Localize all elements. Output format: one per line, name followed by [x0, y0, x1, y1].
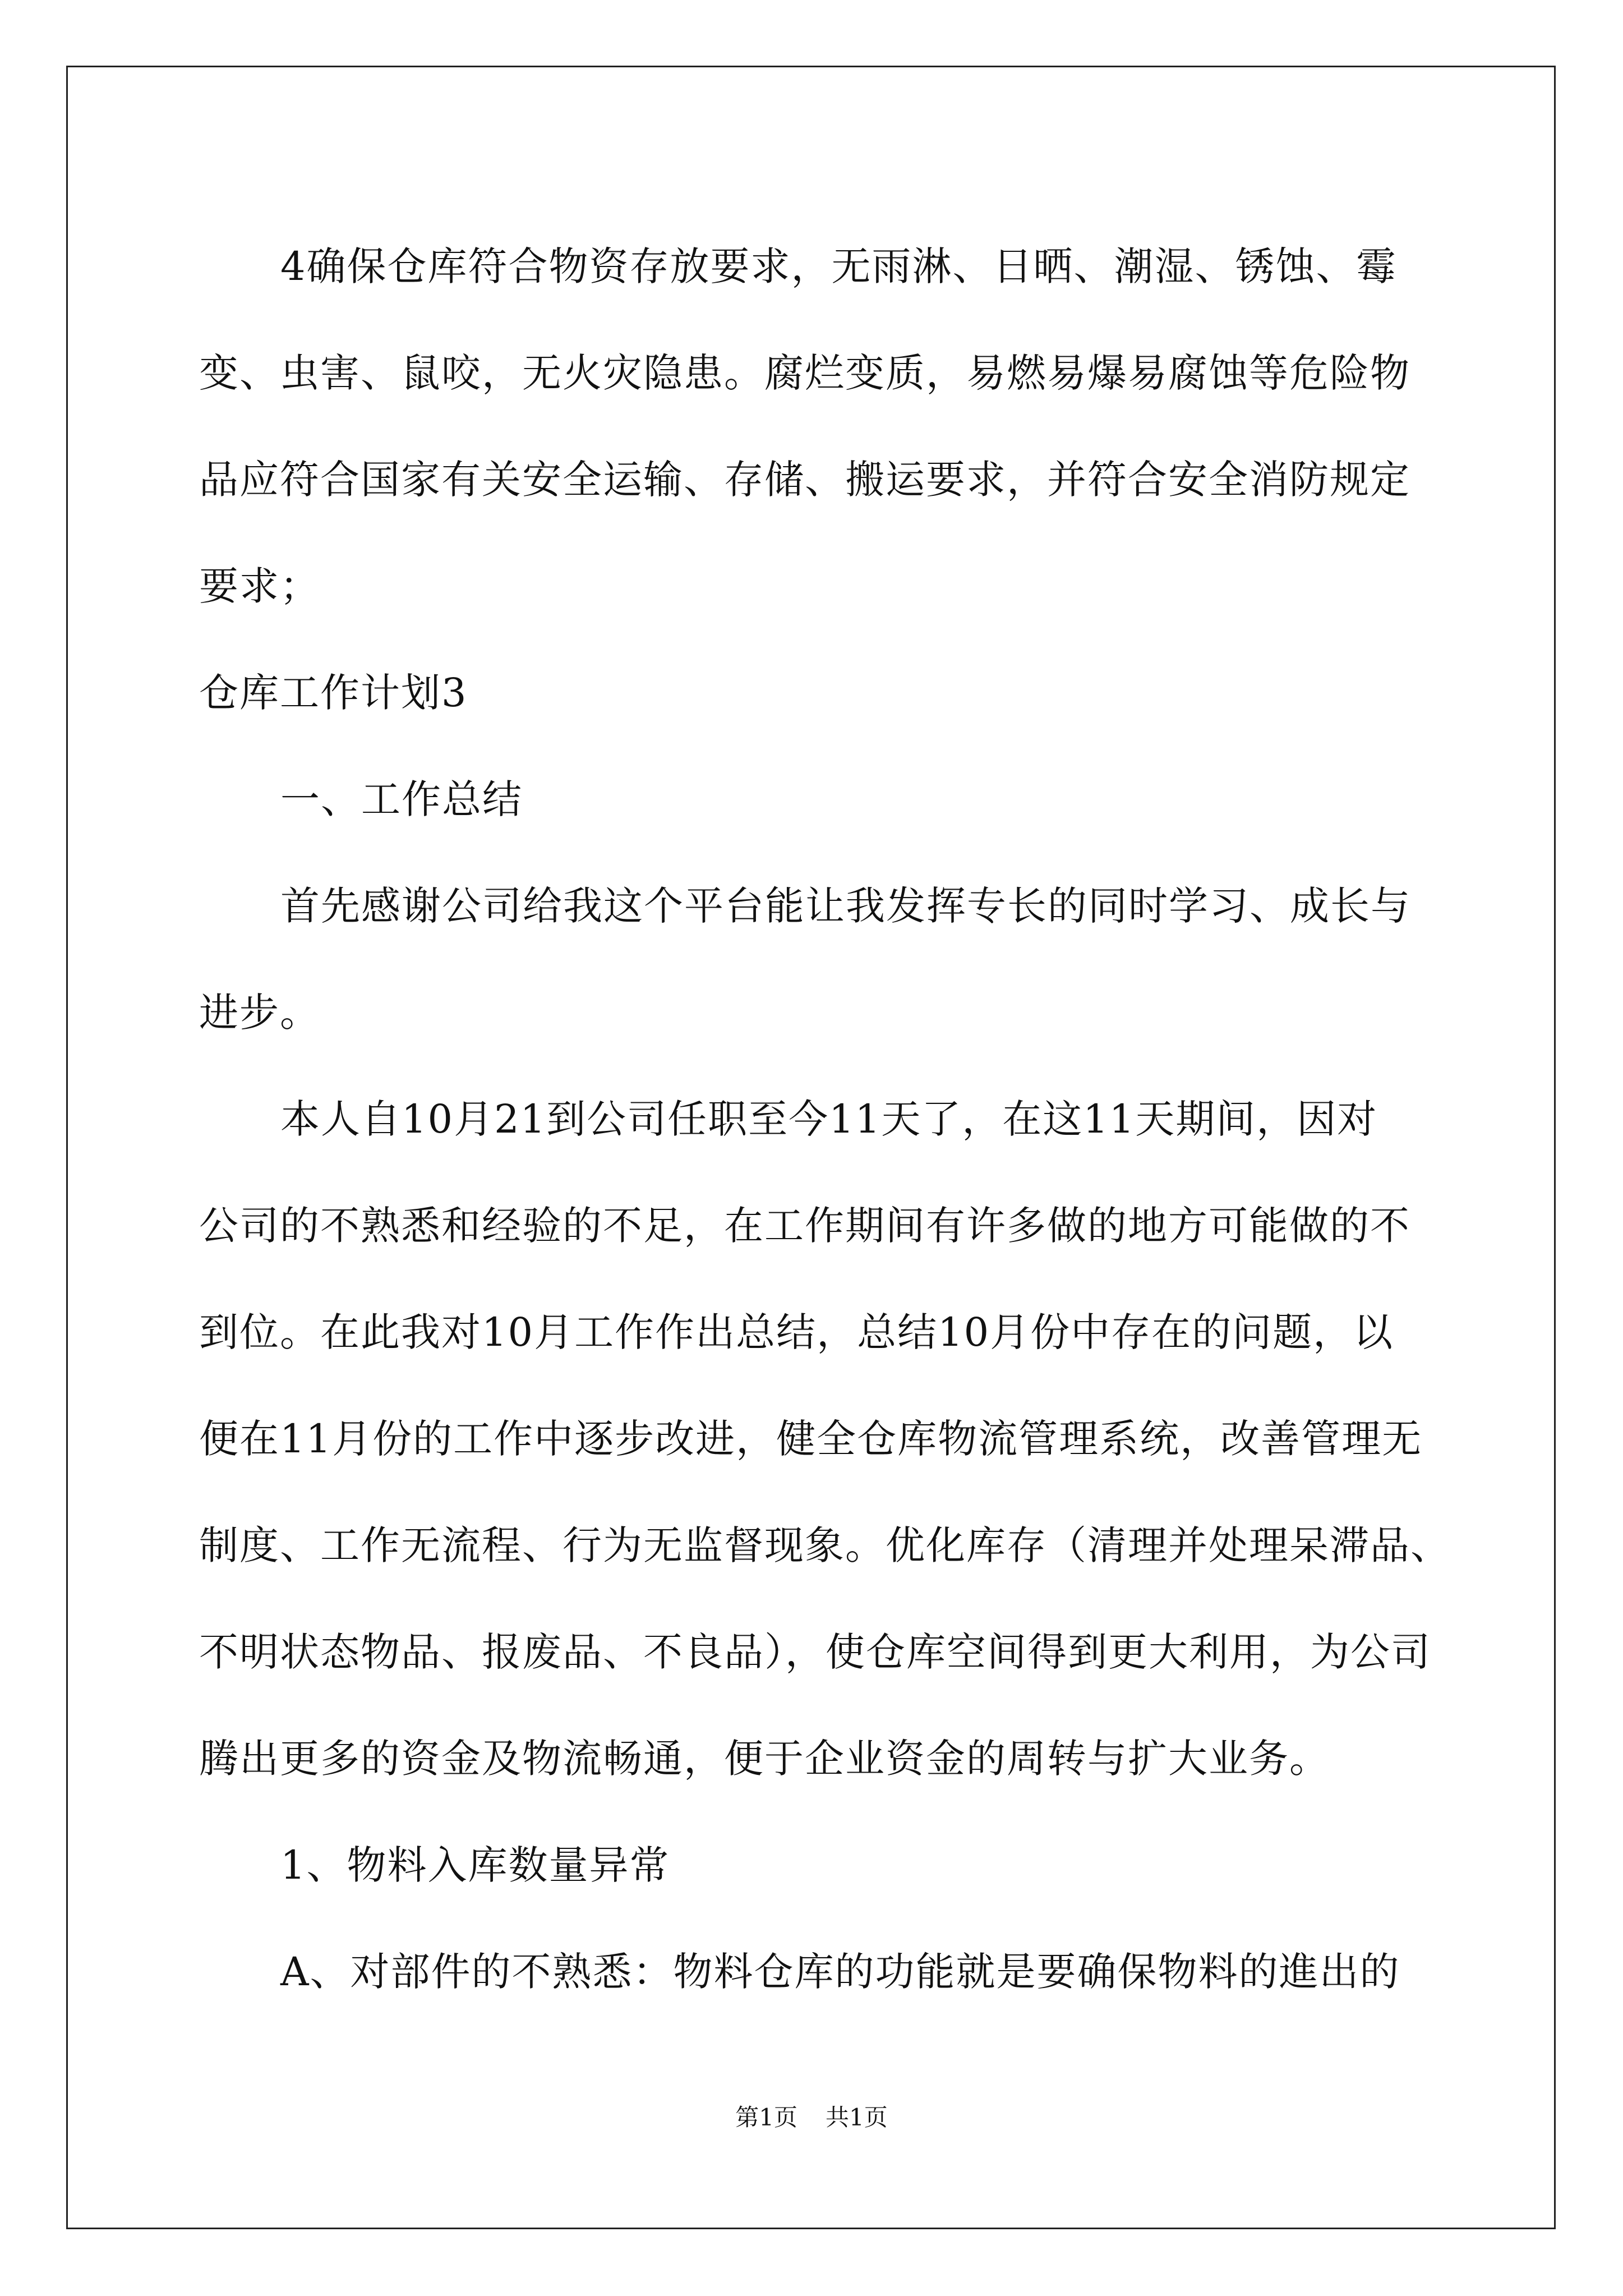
paragraph-line: 到位。在此我对10月工作作出总结，总结10月份中存在的问题，以: [199, 1309, 1394, 1355]
paragraph-line: 本人自10月21到公司任职至今11天了，在这11天期间，因对: [280, 1096, 1378, 1142]
paragraph-line: 进步。: [199, 990, 320, 1036]
paragraph-line: 便在11月份的工作中逐步改进，健全仓库物流管理系统，改善管理无: [199, 1416, 1423, 1462]
document-body: [199, 213, 1451, 2025]
paragraph-line: 4确保仓库符合物资存放要求，无雨淋、日晒、潮湿、锈蚀、霉: [280, 243, 1397, 289]
page-total: 共1页: [826, 2104, 888, 2131]
paragraph-line: 不明状态物品、报废品、不良品），使仓库空间得到更大利用，为公司: [199, 1629, 1431, 1675]
paragraph-line: 制度、工作无流程、行为无监督现象。优化库存（清理并处理呆滞品、: [199, 1522, 1451, 1568]
paragraph-line: A、对部件的不熟悉：物料仓库的功能就是要确保物料的進出的: [280, 1949, 1400, 1995]
paragraph-line: 腾出更多的资金及物流畅通，便于企业资金的周转与扩大业务。: [199, 1736, 1330, 1782]
section-heading: 一、工作总结: [280, 776, 523, 822]
section-title: 仓库工作计划3: [199, 670, 468, 716]
paragraph-line: 品应符合国家有关安全运输、存储、搬运要求，并符合安全消防规定: [199, 457, 1410, 503]
list-item-heading: 1、物料入库数量异常: [280, 1842, 670, 1888]
page-footer: [0, 2101, 1623, 2134]
paragraph-line: 变、虫害、鼠咬，无火灾隐患。腐烂变质，易燃易爆易腐蚀等危险物: [199, 350, 1410, 396]
paragraph-line: 要求；: [199, 563, 320, 609]
paragraph-line: 公司的不熟悉和经验的不足，在工作期间有许多做的地方可能做的不: [199, 1203, 1410, 1249]
paragraph-line: 首先感谢公司给我这个平台能让我发挥专长的同时学习、成长与: [280, 883, 1411, 929]
page-number: 第1页: [735, 2104, 797, 2131]
